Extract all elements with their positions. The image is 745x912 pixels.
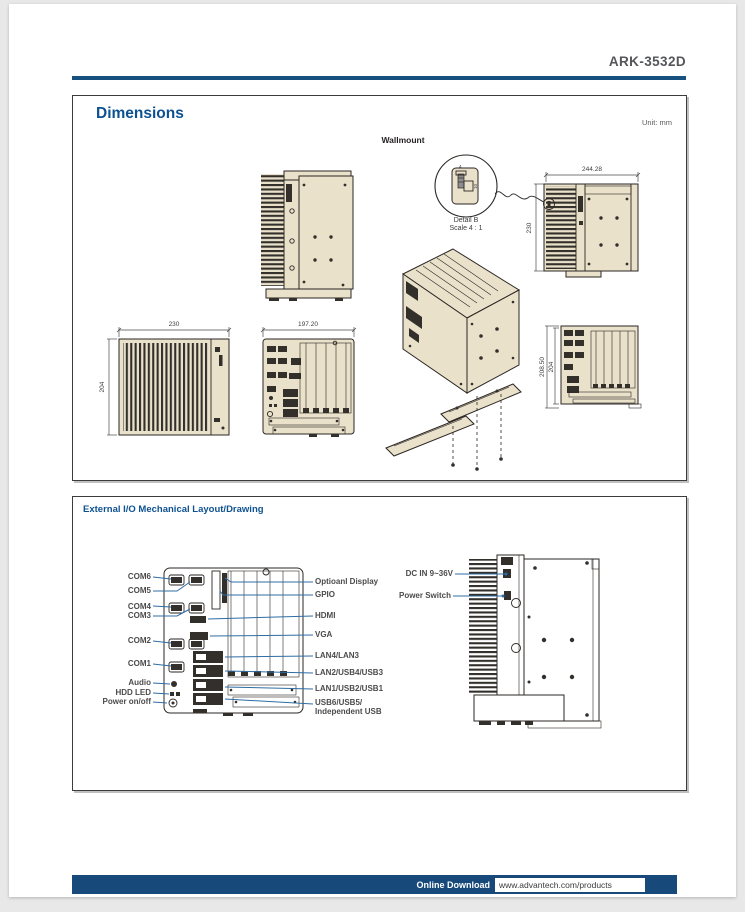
online-download-label: Online Download [416,879,490,890]
io-label-power-switch: Power Switch [398,591,451,600]
detail-leader-line [495,192,544,202]
io-label-hdd-led: HDD LED [115,688,151,697]
io-label-com3: COM3 [127,611,151,620]
rear-view-drawing [526,166,640,277]
isometric-wallmount-drawing [386,249,521,471]
audio-jack [171,681,177,687]
io-drawings [73,497,686,790]
front-view-drawing [261,321,356,437]
front-width-dim: 197.20 [298,321,318,328]
io-label-lan1-usb2-usb1: LAN1/USB2/USB1 [315,684,384,693]
io-panel-title: External I/O Mechanical Layout/Drawing [83,504,264,515]
product-title: ARK-3532D [608,54,686,69]
io-label-gpio: GPIO [315,590,336,599]
dimensions-panel [72,95,687,481]
io-panel [72,496,687,791]
detail-dim-side: 10 [473,183,478,189]
io-label-com4: COM4 [127,602,151,611]
io-side-view-drawing [469,555,601,728]
io-label-com6: COM6 [127,572,151,581]
io-label-lan4-lan3: LAN4/LAN3 [315,651,360,660]
hdd-led [170,692,174,696]
detail-scale: Scale 4 : 1 [449,225,483,232]
rear-width-dim: 244.28 [582,166,602,173]
top-view-drawing [99,321,231,435]
io-label-audio: Audio [128,678,151,687]
footer-url: www.advantech.com/products [495,878,645,892]
top-width-dim: 230 [168,321,180,328]
page-sheet [9,4,736,897]
io-label-dc-in: DC IN 9~36V [405,569,453,578]
io-label-power-onoff: Power on/off [102,697,151,706]
header-rule [72,76,686,80]
io-label-vga: VGA [315,630,333,639]
side-outer-dim: 208.50 [539,357,546,377]
hdmi-connector [190,616,206,623]
io-label-usb6-usb5: USB6/USB5/ [315,698,363,707]
io-label-independent-usb: Independent USB [315,707,382,716]
io-label-hdmi: HDMI [315,611,336,620]
power-switch [504,591,511,600]
top-depth-dim: 204 [99,381,106,393]
side-view-top-drawing [261,171,353,301]
io-label-com5: COM5 [127,586,151,595]
unit-label: Unit: mm [642,118,672,127]
dimensions-title: Dimensions [96,105,184,122]
side-inner-dim: 204 [548,361,555,373]
detail-name: Detail B [453,217,479,224]
footer-bar [72,875,677,894]
io-label-com1: COM1 [127,659,151,668]
detail-dim-top: 4 [459,164,462,169]
rear-height-dim: 230 [526,222,533,234]
detail-b-drawing [435,155,544,232]
vga-connector [190,632,208,640]
dimensions-drawings [73,96,686,480]
io-label-com2: COM2 [127,636,151,645]
io-label-optional-display: Optioanl Display [315,577,379,586]
gpio-connector [222,573,227,603]
side-view-right-drawing [539,326,641,408]
io-label-lan2-usb4-usb3: LAN2/USB4/USB3 [315,668,384,677]
io-front-panel-drawing [164,568,303,716]
wallmount-label: Wallmount [381,135,425,145]
